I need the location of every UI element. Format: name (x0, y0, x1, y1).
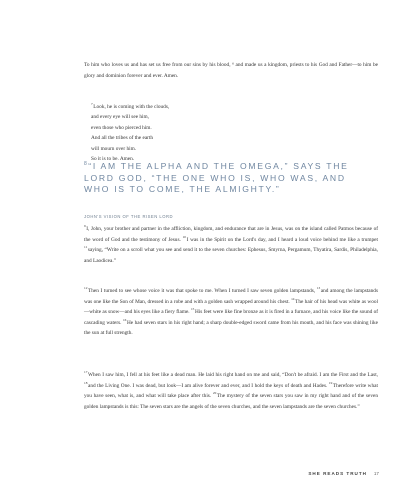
verse-number: 12 (84, 286, 88, 291)
verse-number: 20 (212, 391, 217, 396)
poem-verse-7 (91, 102, 311, 164)
verse-text: To him who loves us and has set us free from our sins by his blood, ⁶ and made us a kingdom, priests to his God and Father—to him be glory and dominion forever and ever. Amen. (84, 62, 378, 79)
poem-line: And all the tribes of the earth (91, 135, 154, 142)
pull-quote-text: “I AM THE ALPHA AND THE OMEGA,” SAYS THE LORD GOD, “THE ONE WHO IS, WHO WAS, AND WHO IS TO COME, THE ALMIGHTY.” (84, 161, 349, 195)
verse-number: 10 (182, 234, 186, 239)
section-heading: JOHN'S VISION OF THE RISEN LORD (84, 214, 174, 219)
verse-number: 14 (291, 296, 295, 301)
poem-line: $^7$Look, he is coming with the clouds, (91, 102, 170, 110)
poem-line: and every eye will see him, (91, 114, 149, 121)
verse-number: 16 (122, 318, 127, 323)
verse-number: 9 (84, 224, 86, 229)
page-number: 17 (373, 471, 379, 476)
pull-quote-verse-8 (84, 161, 374, 196)
footer-publication-title: SHE READS TRUTH (308, 471, 367, 476)
verse-number: 7 (91, 102, 93, 107)
verse-number: 13 (316, 286, 321, 291)
poem-line: will mourn over him. (91, 145, 137, 152)
verse-number: 19 (328, 380, 333, 385)
paragraph-verses-5-6 (84, 60, 378, 81)
paragraph-verses-9-11: $^9$I, John, your brother and partner in the affliction, kingdom, and endurance that are in Jesus, was on the island called Patmos because of the word of God and the testimony of Jesus. $^{10}$I was in the Spirit on the Lord's day, and I heard a loud voice behind me like a trumpet $^{11}$saying, “Write on a scroll what you see and send it to the seven churches: Ephesus, Smyrna, Pergamum, Thyatira, Sardis, Philadelphia, and Laodicea.” (84, 224, 379, 264)
verse-number: 18 (84, 380, 88, 385)
paragraph-verses-17-20: $^{17}$When I saw him, I fell at his feet like a dead man. He laid his right hand on me and said, “Don't be afraid. I am the First and the Last, $^{18}$and the Living One. I was dead, but look—I am alive forever and ever, and I hold the keys of death and Hades. $^{19}$Therefore write what you have seen, what is, and what will take place after this. $^{20}$The mystery of the seven stars you saw in my right hand and of the seven golden lampstands is this: The seven stars are the angels of the seven churches, and the seven lampstands are the seven churches.” (84, 370, 378, 410)
verse-number: 11 (84, 245, 88, 250)
verse-number: 15 (190, 307, 195, 312)
verse-number: 8 (84, 161, 87, 168)
paragraph-verses-12-16: $^{12}$Then I turned to see whose voice it was that spoke to me. When I turned I saw seven golden lampstands, $^{13}$and among the lampstands was one like the Son of Man, dressed in a robe and with a golden sash wrapped around his chest. $^{14}$The hair of his head was white as wool—white as snow—and his eyes like a fiery flame. $^{15}$His feet were like fine bronze as it is fired in a furnace, and his voice like the sound of cascading waters. $^{16}$He had seven stars in his right hand; a sharp double-edged sword came from his mouth, and his face was shining like the sun at full strength. (84, 286, 379, 337)
poem-line: So it is to be. Amen. (91, 156, 135, 163)
verse-number: 17 (84, 370, 88, 375)
poem-line: even those who pierced him. (91, 124, 152, 131)
